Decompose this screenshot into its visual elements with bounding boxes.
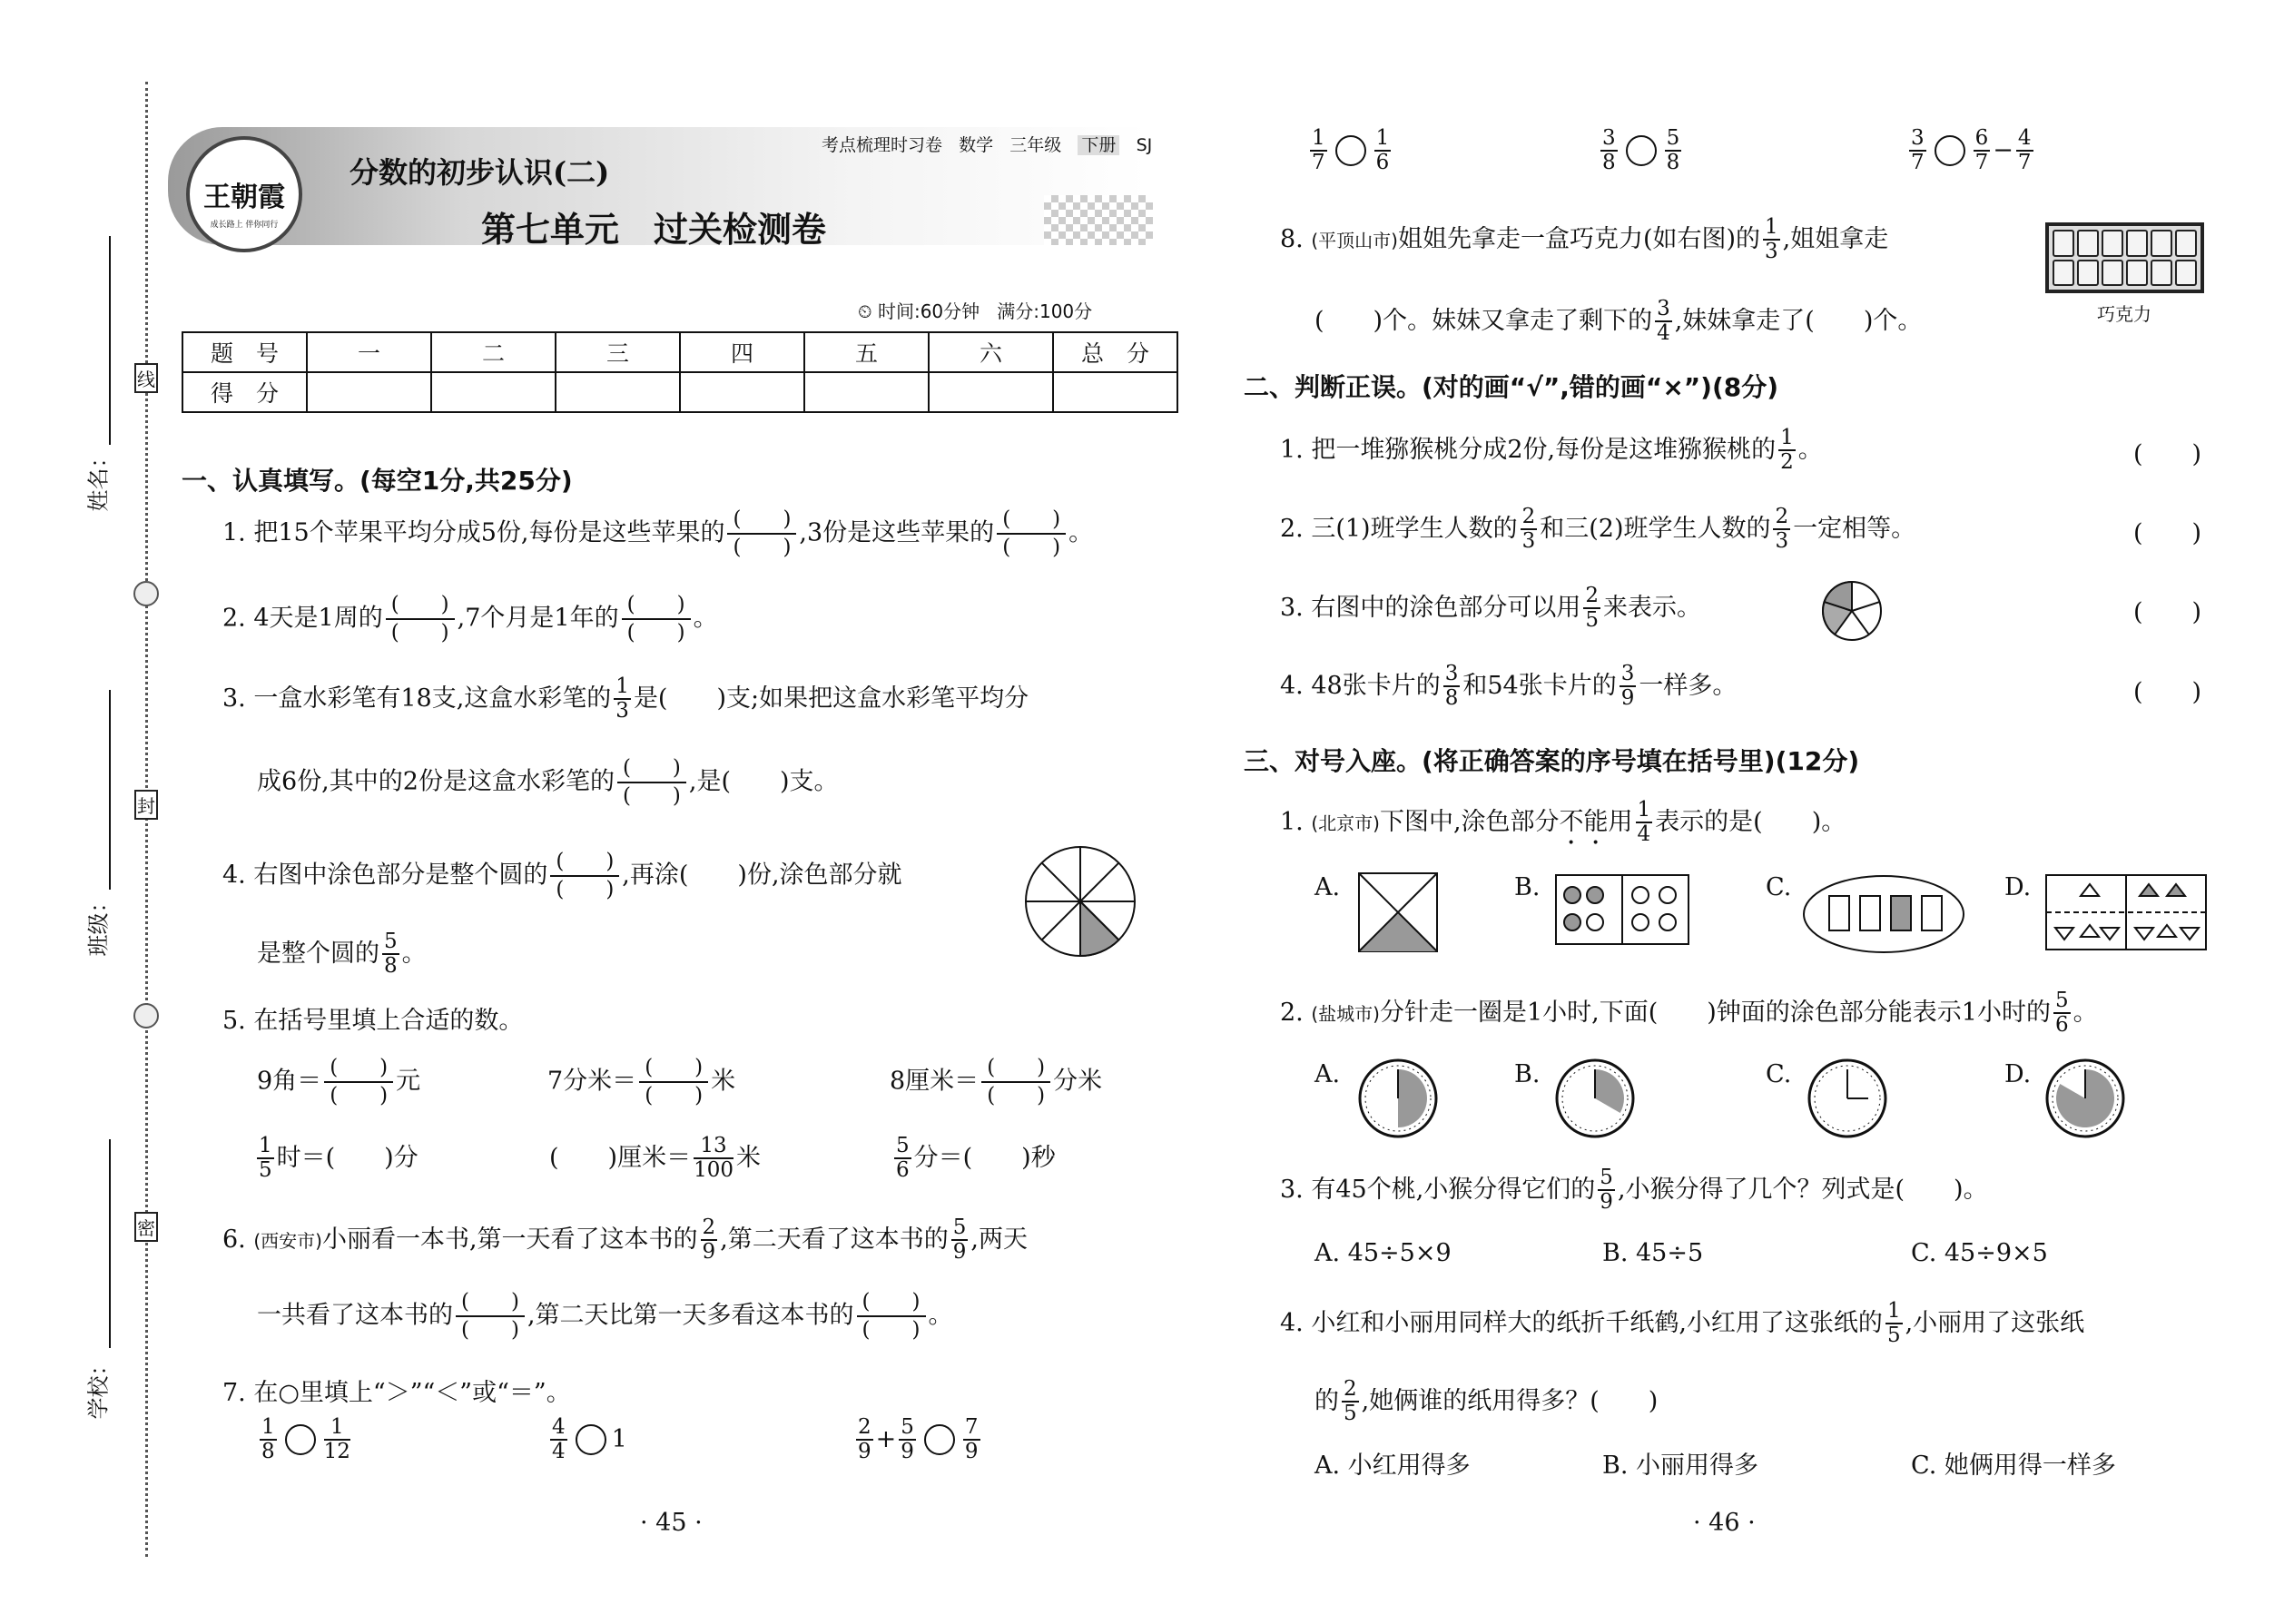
text: 3. 有45个桃,小猴分得它们的 <box>1280 1175 1596 1204</box>
text: 姐姐先拿走一盒巧克力 <box>1397 224 1643 253</box>
fraction: $\frac{1}{4}$ <box>1637 798 1651 847</box>
question-1-3-cont <box>257 755 839 810</box>
text: ,小猴分得了几个？列式是( )。 <box>1617 1175 1988 1204</box>
fraction: $\frac{5}{9}$ <box>1600 1166 1613 1215</box>
table-cell: 三 <box>556 332 680 372</box>
chocolate-piece <box>2175 230 2197 257</box>
fraction: $\frac{1}{8}$ <box>261 1415 275 1464</box>
text: 分＝( )秒 <box>913 1143 1056 1172</box>
text: 3. 一盒水彩笔有18支,这盒水彩笔的 <box>222 684 612 713</box>
text: ,小丽用了这张纸 <box>1905 1308 2085 1337</box>
clock-icon-b <box>1554 1058 1636 1139</box>
compare-circle[interactable] <box>1935 135 1965 166</box>
question-1-3 <box>222 675 1029 723</box>
q5-item <box>254 1135 418 1183</box>
fraction: $\frac{1}{5}$ <box>259 1134 272 1183</box>
compare-item <box>1598 127 1684 175</box>
series: 考点梳理时习卷 <box>822 135 943 155</box>
text: 是( )支;如果把这盒水彩笔平均分 <box>633 684 1029 713</box>
text: ( )厘米＝ <box>549 1143 692 1172</box>
chocolate-piece <box>2053 260 2074 287</box>
fraction-blank[interactable]: ( ) ( ) <box>997 507 1066 561</box>
city-tag: (西安市) <box>253 1229 322 1252</box>
compare-item <box>1906 127 2036 175</box>
text: 7分米＝ <box>547 1067 637 1096</box>
ellipse-option-c <box>1802 873 1965 955</box>
choice-question-cont <box>1314 1378 1658 1426</box>
table-cell: 六 <box>929 332 1053 372</box>
score-cell[interactable] <box>929 372 1053 412</box>
text: ,妹妹拿走了( )个。 <box>1674 306 1923 335</box>
fraction: $\frac{5}{9}$ <box>901 1415 914 1464</box>
chocolate-piece <box>2077 260 2099 287</box>
text: 9角＝ <box>257 1067 322 1096</box>
text: 小丽看一本书,第一天看了这本书的 <box>321 1225 698 1254</box>
fraction: $\frac{1}{2}$ <box>1780 426 1794 475</box>
compare-circle[interactable] <box>285 1424 316 1455</box>
choice-question <box>1280 1300 2084 1348</box>
text: 一共看了这本书的 <box>257 1301 453 1330</box>
question-1-5-title: 5. 在括号里填上合适的数。 <box>222 1007 524 1035</box>
q5-item <box>549 1135 761 1183</box>
chocolate-piece <box>2053 230 2074 257</box>
text: 和三(2)班学生人数的 <box>1540 514 1771 543</box>
chocolate-piece <box>2126 260 2148 287</box>
text: 米 <box>711 1067 736 1096</box>
class-label: 班级： <box>85 891 112 957</box>
text: ,姐姐拿走 <box>1782 224 1889 253</box>
text: 4. 右图中涂色部分是整个圆的 <box>222 861 548 890</box>
circle-fifths-figure <box>1820 579 1884 643</box>
fraction-blank[interactable]: ( ) ( ) <box>857 1289 926 1343</box>
text: 2. 三(1)班学生人数的 <box>1280 514 1518 543</box>
dots-option-b <box>1554 873 1690 946</box>
school-line <box>109 1139 111 1348</box>
text: 1. 把一堆猕猴桃分成2份,每份是这堆猕猴桃的 <box>1280 435 1777 464</box>
text: 和54张卡片的 <box>1462 671 1617 700</box>
text: 2. 4天是1周的 <box>222 604 383 633</box>
text: 1 <box>611 1424 627 1453</box>
option-b[interactable]: B. 45÷5 <box>1602 1239 1704 1267</box>
chocolate-piece <box>2077 230 2099 257</box>
text: 6. <box>222 1225 254 1254</box>
fraction: $\frac{1}{3}$ <box>1765 215 1778 264</box>
score-table <box>182 331 1178 413</box>
text: ,是( )支。 <box>688 767 839 796</box>
option-a[interactable]: A. 小红用得多 <box>1314 1452 1471 1480</box>
answer-blank[interactable]: ( ) <box>2133 440 2202 468</box>
compare-item <box>1307 127 1393 175</box>
section2-title: 二、判断正误。(对的画“√”,错的画“×”)(8分) <box>1244 372 1779 402</box>
text: 。 <box>1068 518 1094 547</box>
text: 米 <box>735 1143 761 1172</box>
question-1-8-cont <box>1314 298 1922 346</box>
question-1-6-cont <box>257 1289 953 1343</box>
fraction: $\frac{3}{4}$ <box>1657 297 1670 346</box>
text: 下图中,涂色部分 <box>1379 807 1560 836</box>
text: 成6份,其中的2份是这盒水彩笔的 <box>257 767 615 796</box>
judge-question <box>1280 585 1701 633</box>
score-cell[interactable] <box>680 372 804 412</box>
compare-circle[interactable] <box>1335 135 1366 166</box>
text: 。 <box>693 604 718 633</box>
compare-item <box>257 1416 353 1464</box>
text: 是整个圆的 <box>257 939 379 968</box>
text: 分米 <box>1053 1067 1103 1096</box>
q5-item <box>257 1055 420 1109</box>
chocolate-piece <box>2102 260 2123 287</box>
text: 2. <box>1280 998 1312 1027</box>
table-cell: 一 <box>307 332 431 372</box>
option-label[interactable]: B. <box>1514 1060 1541 1088</box>
logo <box>186 136 302 252</box>
circle-eighths-figure <box>1021 842 1139 960</box>
fraction: $\frac{3}{7}$ <box>1911 126 1925 175</box>
fraction: $\frac{5}{6}$ <box>2054 989 2069 1038</box>
fraction: $\frac{1}{3}$ <box>615 674 629 723</box>
emphasis: 不能 <box>1559 807 1609 836</box>
chocolate-piece <box>2175 260 2197 287</box>
table-cell: 总 分 <box>1053 332 1177 372</box>
option-c[interactable]: C. 她俩用得一样多 <box>1911 1452 2116 1480</box>
text: 用 <box>1608 807 1633 836</box>
operator: + <box>875 1424 897 1453</box>
clock-icon-c <box>1807 1058 1888 1139</box>
judge-question <box>1280 427 1823 475</box>
text: ,第二天比第一天多看这本书的 <box>527 1301 854 1330</box>
text: ,再涂( )份,涂色部分就 <box>622 861 902 890</box>
chocolate-box-figure <box>2045 222 2204 293</box>
term: 下册 <box>1078 135 1119 155</box>
fraction: $\frac{1}{7}$ <box>1312 126 1325 175</box>
text: 8厘米＝ <box>890 1067 980 1096</box>
text: 表示的是( )。 <box>1655 807 1846 836</box>
edition: SJ <box>1136 135 1153 155</box>
judge-question <box>1280 506 1915 554</box>
table-cell: 得 分 <box>182 372 307 412</box>
fraction: $\frac{5}{8}$ <box>384 930 398 979</box>
square-option-a <box>1357 871 1439 953</box>
answer-blank[interactable]: ( ) <box>2133 598 2202 626</box>
fraction-blank[interactable]: ( ) ( ) <box>622 592 691 646</box>
question-1-4 <box>222 849 902 903</box>
option-b[interactable]: B. 小丽用得多 <box>1602 1452 1759 1480</box>
fraction: $\frac{2}{9}$ <box>858 1415 871 1464</box>
text: ,7个月是1年的 <box>457 604 619 633</box>
logo-sub: 成长路上 伴你同行 <box>210 221 279 230</box>
fraction: $\frac{2}{3}$ <box>1521 505 1536 554</box>
time-info <box>858 297 1092 323</box>
compare-circle[interactable] <box>924 1424 955 1455</box>
score-cell[interactable] <box>1053 372 1177 412</box>
page-number-left: · 45 · <box>640 1509 703 1537</box>
text: 元 <box>396 1067 421 1096</box>
question-1-7-title: 7. 在○里填上“＞”“＜”或“＝”。 <box>222 1379 571 1407</box>
fraction: $\frac{7}{9}$ <box>964 1415 979 1464</box>
text: 一定相等。 <box>1793 514 1916 543</box>
city-tag: (盐城市) <box>1311 1002 1380 1025</box>
fraction-blank[interactable]: ( ) ( ) <box>617 755 686 810</box>
text: ,两天 <box>970 1225 1029 1254</box>
compare-item <box>547 1416 627 1464</box>
answer-blank[interactable]: ( ) <box>2133 519 2202 547</box>
unit-topic: 分数的初步认识(二) <box>350 155 610 190</box>
text: 4. 小红和小丽用同样大的纸折千纸鹤,小红用了这张纸的 <box>1280 1308 1883 1337</box>
table-cell: 二 <box>431 332 556 372</box>
q5-item <box>890 1055 1102 1109</box>
page-title: 第七单元 过关检测卷 <box>481 210 827 250</box>
class-line <box>109 690 111 890</box>
option-c[interactable]: C. 45÷9×5 <box>1911 1239 2048 1267</box>
fraction-blank[interactable]: ( ) ( ) <box>324 1055 393 1109</box>
header-checker <box>1044 195 1153 245</box>
fraction: $\frac{2}{5}$ <box>1585 584 1599 633</box>
question-1-4-cont <box>257 930 427 979</box>
fraction: $\frac{6}{7}$ <box>1974 126 1989 175</box>
option-label[interactable]: C. <box>1766 873 1792 901</box>
fraction-blank[interactable]: ( ) ( ) <box>550 849 619 903</box>
city-tag: (北京市) <box>1311 812 1380 834</box>
text: (如右图) <box>1642 224 1737 253</box>
operator: − <box>1993 135 2013 164</box>
fraction: $\frac{1}{12}$ <box>323 1415 350 1464</box>
option-label[interactable]: D. <box>2004 873 2032 901</box>
text: 。 <box>1797 435 1823 464</box>
chocolate-piece <box>2151 260 2172 287</box>
chocolate-piece <box>2151 230 2172 257</box>
text: 的 <box>1736 224 1761 253</box>
option-label[interactable]: A. <box>1314 1060 1341 1088</box>
text: 。 <box>928 1301 953 1330</box>
compare-item <box>853 1416 983 1464</box>
option-label[interactable]: B. <box>1514 873 1541 901</box>
triangles-option-d <box>2044 873 2208 951</box>
text: 4. 48张卡片的 <box>1280 671 1441 700</box>
text: 。 <box>401 939 427 968</box>
text: 来表示。 <box>1602 593 1701 622</box>
time-limit: 时间:60分钟 <box>877 300 980 322</box>
fraction-blank[interactable]: ( ) ( ) <box>639 1055 708 1109</box>
score-cell[interactable] <box>307 372 431 412</box>
q5-item <box>891 1135 1056 1183</box>
fraction: $\frac{2}{9}$ <box>702 1216 716 1265</box>
option-label[interactable]: C. <box>1766 1060 1792 1088</box>
option-label[interactable]: D. <box>2004 1060 2032 1088</box>
option-a[interactable]: A. 45÷5×9 <box>1314 1239 1452 1267</box>
q5-item <box>547 1055 735 1109</box>
choice-question <box>1280 1166 1988 1215</box>
page-number-right: · 46 · <box>1693 1509 1756 1537</box>
text: ,3份是这些苹果的 <box>799 518 995 547</box>
fraction-blank[interactable]: ( ) ( ) <box>456 1289 525 1343</box>
seal-mark: 线 <box>134 363 158 393</box>
fraction: $\frac{13}{100}$ <box>694 1134 733 1183</box>
text: 1. 把15个苹果平均分成5份,每份是这些苹果的 <box>222 518 725 547</box>
fraction: $\frac{4}{7}$ <box>2017 126 2032 175</box>
section1-title: 一、认真填写。(每空1分,共25分) <box>182 466 573 496</box>
answer-blank[interactable]: ( ) <box>2133 678 2202 706</box>
text: ,她俩谁的纸用得多？( ) <box>1361 1386 1659 1415</box>
section3-title: 三、对号入座。(将正确答案的序号填在括号里)(12分) <box>1244 746 1860 776</box>
fraction: $\frac{3}{8}$ <box>1602 126 1616 175</box>
table-cell: 五 <box>804 332 929 372</box>
name-line <box>109 236 111 445</box>
chocolate-piece <box>2126 230 2148 257</box>
fraction: $\frac{5}{9}$ <box>952 1216 967 1265</box>
text: 3. 右图中的涂色部分可以用 <box>1280 593 1581 622</box>
chocolate-piece <box>2102 230 2123 257</box>
question-1-6 <box>222 1216 1028 1265</box>
scissors-icon <box>133 1003 159 1029</box>
name-label: 姓名： <box>85 446 112 512</box>
text: 分针走一圈是1小时,下面( )钟面的涂色部分能表示1小时的 <box>1379 998 2051 1027</box>
fraction: $\frac{2}{5}$ <box>1344 1377 1357 1426</box>
score-cell[interactable] <box>431 372 556 412</box>
scissors-icon <box>133 581 159 606</box>
fraction: $\frac{3}{8}$ <box>1444 662 1459 711</box>
text: ( )个。妹妹又拿走了剩下的 <box>1314 306 1653 335</box>
fraction: $\frac{1}{5}$ <box>1886 1299 1901 1348</box>
question-1-2 <box>222 592 718 646</box>
judge-question <box>1280 663 1737 711</box>
fraction: $\frac{5}{8}$ <box>1666 126 1680 175</box>
text: 的 <box>1314 1386 1339 1415</box>
clock-icon-a <box>1357 1058 1439 1139</box>
fraction: $\frac{2}{3}$ <box>1775 505 1789 554</box>
choice-question <box>1280 989 2098 1038</box>
subject: 数学 <box>959 135 994 155</box>
question-1-1 <box>222 507 1093 561</box>
score-cell[interactable] <box>804 372 929 412</box>
logo-text: 王朝霞 <box>203 182 285 213</box>
table-cell: 题 号 <box>182 332 307 372</box>
fraction: $\frac{1}{6}$ <box>1375 126 1390 175</box>
fraction-blank[interactable]: ( ) ( ) <box>386 592 455 646</box>
score-cell[interactable] <box>556 372 680 412</box>
city-tag: (平顶山市) <box>1311 229 1398 251</box>
fraction: $\frac{5}{6}$ <box>896 1134 910 1183</box>
fraction: $\frac{3}{9}$ <box>1620 662 1635 711</box>
seal-mark: 封 <box>134 790 158 820</box>
header-meta <box>822 132 1152 156</box>
text: 8. <box>1280 224 1312 253</box>
text: 时＝( )分 <box>276 1143 418 1172</box>
fraction-blank[interactable]: ( ) ( ) <box>981 1055 1050 1109</box>
seal-mark: 密 <box>134 1212 158 1242</box>
compare-circle[interactable] <box>576 1424 606 1455</box>
school-label: 学校： <box>85 1353 112 1420</box>
question-1-8 <box>1280 216 1888 264</box>
compare-circle[interactable] <box>1626 135 1657 166</box>
clock-icon-d <box>2044 1058 2126 1139</box>
text: ,第二天看了这本书的 <box>720 1225 949 1254</box>
text: 1. <box>1280 807 1312 836</box>
score-header-row <box>182 332 1177 372</box>
full-score: 满分:100分 <box>997 300 1093 322</box>
clock-icon: ⏲ <box>858 300 872 322</box>
table-cell: 四 <box>680 332 804 372</box>
grade: 三年级 <box>1009 135 1062 155</box>
choice-question <box>1280 799 1846 851</box>
text: 。 <box>2072 998 2098 1027</box>
score-row <box>182 372 1177 412</box>
fraction: $\frac{4}{4}$ <box>552 1415 566 1464</box>
fraction-blank[interactable]: ( ) ( ) <box>727 507 796 561</box>
text: 一样多。 <box>1639 671 1738 700</box>
chocolate-caption: 巧克力 <box>2097 303 2151 325</box>
option-label[interactable]: A. <box>1314 873 1341 901</box>
